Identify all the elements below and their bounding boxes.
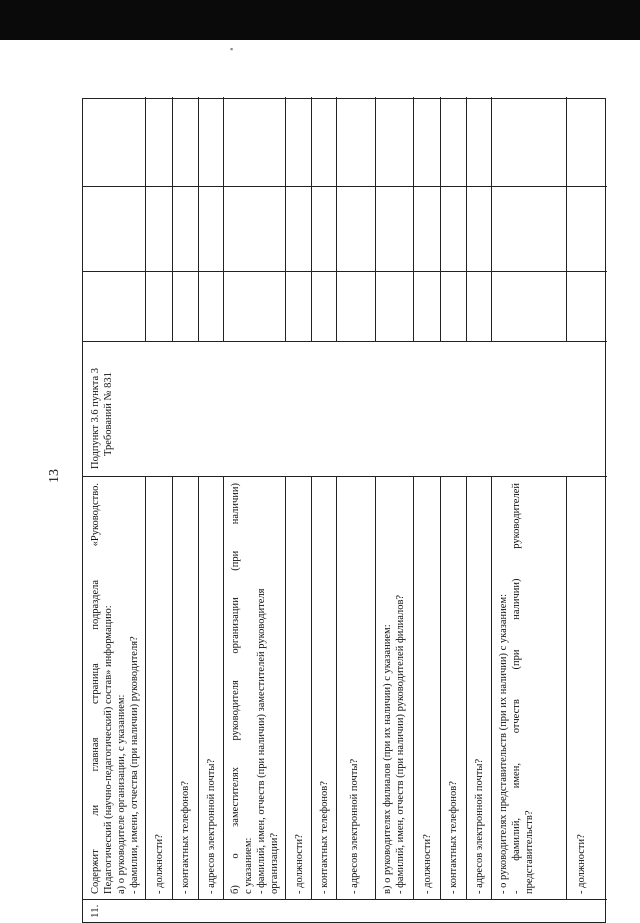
row-divider: [285, 477, 286, 900]
col-divider-result-1: [83, 341, 607, 342]
col-divider-result-3: [83, 186, 607, 187]
row-divider: [223, 97, 224, 342]
row-divider: [172, 477, 173, 900]
group-a-item: - должности?: [154, 834, 165, 894]
group-b-item: - фамилий, имен, отчеств (при наличии) заместителей руководителя: [256, 588, 267, 894]
row-divider: [223, 477, 224, 900]
page-number: 13: [47, 469, 62, 483]
row-divider: [566, 477, 567, 900]
row-divider: [375, 477, 376, 900]
group-b-item: - контактных телефонов?: [319, 781, 330, 894]
group-b-item: - должности?: [294, 834, 305, 894]
row-divider: [375, 97, 376, 342]
group-b-title-line2: с указанием:: [243, 837, 254, 894]
row-divider: [440, 97, 441, 342]
row-divider: [336, 477, 337, 900]
row-divider: [198, 97, 199, 342]
row-divider: [311, 97, 312, 342]
row-divider: [198, 477, 199, 900]
row-divider: [566, 97, 567, 342]
row-divider: [413, 477, 414, 900]
row-divider: [491, 97, 492, 342]
row-divider: [311, 477, 312, 900]
row-divider: [145, 97, 146, 342]
row-number: 11.: [89, 904, 101, 918]
row-divider: [440, 477, 441, 900]
row-divider: [491, 477, 492, 900]
scan-speck: ▪: [230, 44, 234, 54]
col-divider-number: [83, 899, 607, 900]
group-b-title-line1: б) о заместителях руководителя организации (при наличии): [230, 483, 241, 894]
group-b-item: организации?: [269, 832, 280, 894]
col-divider-result-2: [83, 271, 607, 272]
row-heading-line1: Содержит ли главная страница подраздела «Руководство.: [90, 483, 101, 894]
row-divider: [172, 97, 173, 342]
group-c-title: в) о руководителях филиалов (при их наличии) с указанием:: [382, 624, 393, 894]
row-divider: [466, 477, 467, 900]
group-c-item: - фамилий, имен, отчеств (при наличии) руководителей филиалов?: [395, 594, 406, 894]
group-a-item: - адресов электронной почты?: [206, 758, 217, 894]
group-a-item: - фамилии, имени, отчества (при наличии) руководителя?: [129, 636, 140, 894]
row-divider: [466, 97, 467, 342]
group-b-item: - адресов электронной почты?: [349, 758, 360, 894]
row-heading-line2: Педагогический (научно-педагогический) состав» информацию:: [103, 605, 114, 894]
scan-top-border: [0, 0, 640, 40]
group-d-item: - должности?: [576, 834, 587, 894]
requirements-table: [82, 98, 606, 923]
group-c-item: - адресов электронной почты?: [474, 758, 485, 894]
row-divider: [336, 97, 337, 342]
group-d-item: - фамилий, имен, отчеств (при наличии) руководителей: [511, 483, 522, 894]
group-c-item: - должности?: [422, 834, 433, 894]
reference-line2: Требований № 831: [103, 372, 114, 456]
group-d-title: - о руководителях представительств (при их наличии) с указанием:: [498, 593, 509, 894]
reference-line1: Подпункт 3.6 пункта 3: [90, 368, 101, 469]
row-divider: [145, 477, 146, 900]
group-d-item: представительств?: [524, 810, 535, 894]
col-divider-reference: [83, 476, 607, 477]
row-divider: [413, 97, 414, 342]
row-divider: [285, 97, 286, 342]
group-a-item: - контактных телефонов?: [180, 781, 191, 894]
group-c-item: - контактных телефонов?: [448, 781, 459, 894]
group-a-title: а) о руководителе организации, с указанием:: [116, 694, 127, 894]
